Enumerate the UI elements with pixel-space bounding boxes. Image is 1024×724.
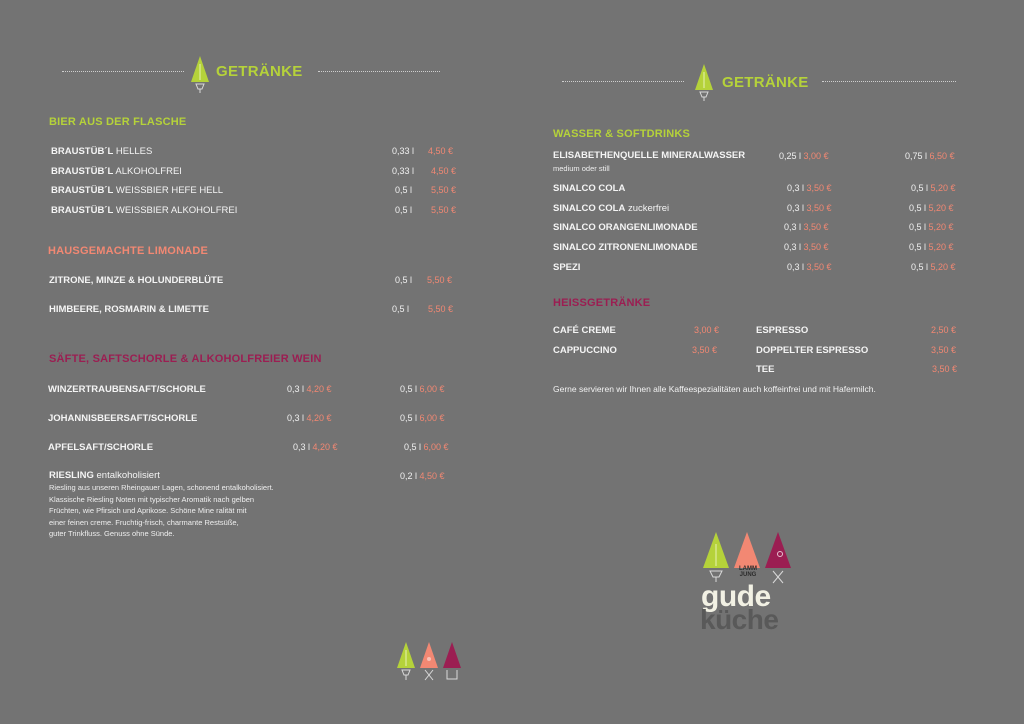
section-title-bier: BIER AUS DER FLASCHE [49,116,187,128]
tree-glass-icon [190,56,210,94]
list-item-price: 3,50 € [931,345,957,355]
list-item: SINALCO COLA zuckerfrei [553,203,670,214]
list-item-volume: 0,5 l 5,20 € [909,242,954,252]
list-item: BRAUSTÜB´L HELLES [51,146,153,157]
list-item-volume: 0,3 l 3,50 € [784,242,829,252]
coffee-note: Gerne servieren wir Ihnen alle Kaffeespezialitäten auch koffeinfrei und mit Hafermilch. [553,384,876,394]
list-item: CAPPUCCINO [553,345,617,356]
list-item: DOPPELTER ESPRESSO [756,345,869,356]
list-item-volume: 0,3 l 4,20 € [287,384,332,394]
list-item: HIMBEERE, ROSMARIN & LIMETTE [49,304,209,315]
list-item-price: 4,50 € [431,166,457,176]
list-item-price: 5,50 € [431,205,457,215]
section-title-heiss: HEISSGETRÄNKE [553,297,651,309]
list-item-volume: 0,5 l 6,00 € [404,442,449,452]
list-item: BRAUSTÜB´L ALKOHOLFREI [51,166,182,177]
list-item-volume: 0,33 l [392,146,415,156]
list-item: ELISABETHENQUELLE MINERALWASSER [553,150,746,161]
list-item: ESPRESSO [756,325,809,336]
list-item-volume: 0,3 l 3,50 € [787,203,832,213]
list-item-price: 3,50 € [692,345,718,355]
riesling-description: Riesling aus unseren Rheingauer Lagen, schonend entalkoholisiert. Klassische Riesling Noten mit typischer Aromatik nach gelben Früchten, wie Pfirsich und Aprikose. Schöne Mine ralität mit einer feinen creme. Fruchtig-frisch, charmante Restsüße, guter Trinkfluss. Genuss ohne Sünde. [49,483,274,538]
list-item-price: 5,50 € [431,185,457,195]
list-item-volume: 0,5 l 5,20 € [911,262,956,272]
list-item-volume: 0,3 l 4,20 € [287,413,332,423]
list-item-volume: 0,3 l 3,50 € [787,183,832,193]
page-title-right: GETRÄNKE [722,74,809,91]
section-title-saefte: SÄFTE, SAFTSCHORLE & ALKOHOLFREIER WEIN [49,353,322,365]
list-item: WINZERTRAUBENSAFT/SCHORLE [48,384,206,395]
section-title-wasser: WASSER & SOFTDRINKS [553,128,691,140]
list-item-volume: 0,5 l [395,205,413,215]
list-item-volume: 0,3 l 3,50 € [784,222,829,232]
list-item: BRAUSTÜB´L WEISSBIER HEFE HELL [51,185,224,196]
page-title-left: GETRÄNKE [216,63,303,80]
logo [700,530,810,640]
section-title-limonade: HAUSGEMACHTE LIMONADE [48,245,209,257]
list-item-volume: 0,5 l 6,00 € [400,384,445,394]
list-item-volume: 0,5 l [395,185,413,195]
tree-glass-icon [694,64,714,102]
logo-badge: LAMM JUNG [739,566,757,578]
list-item: TEE [756,364,775,375]
list-item-price: 2,50 € [931,325,957,335]
list-item: SINALCO ZITRONENLIMONADE [553,242,698,253]
list-item: SPEZI [553,262,581,273]
list-item-volume: 0,75 l 6,50 € [905,151,955,161]
list-item-volume: 0,2 l 4,50 € [400,471,445,481]
list-item-volume: 0,3 l 4,20 € [293,442,338,452]
list-item-price: 5,50 € [427,275,453,285]
list-item: ZITRONE, MINZE & HOLUNDERBLÜTE [49,275,224,286]
list-item: JOHANNISBEERSAFT/SCHORLE [48,413,198,424]
list-item-price: 3,50 € [932,364,958,374]
list-item-volume: 0,5 l [395,275,413,285]
list-item-volume: 0,5 l 5,20 € [909,203,954,213]
list-item-price: 5,50 € [428,304,454,314]
list-item-volume: 0,3 l 3,50 € [787,262,832,272]
list-item: SINALCO ORANGENLIMONADE [553,222,698,233]
list-item: APFELSAFT/SCHORLE [48,442,154,453]
list-item-volume: 0,5 l [392,304,410,314]
list-item-volume: 0,5 l 6,00 € [400,413,445,423]
logo-word-gude: gude [701,580,771,613]
list-item: CAFÉ CREME [553,325,616,336]
tree-icons-footer [396,640,466,682]
list-item-volume: 0,25 l 3,00 € [779,151,829,161]
list-item-volume: 0,33 l [392,166,415,176]
list-item-price: 3,00 € [694,325,720,335]
list-item-volume: 0,5 l 5,20 € [909,222,954,232]
list-item-volume: 0,5 l 5,20 € [911,183,956,193]
list-item-sub: medium oder still [553,164,610,173]
list-item: SINALCO COLA [553,183,626,194]
logo-word-kueche: küche [700,604,779,635]
list-item: BRAUSTÜB´L WEISSBIER ALKOHOLFREI [51,205,238,216]
list-item-riesling: RIESLING entalkoholisiert [49,470,160,481]
list-item-price: 4,50 € [428,146,454,156]
